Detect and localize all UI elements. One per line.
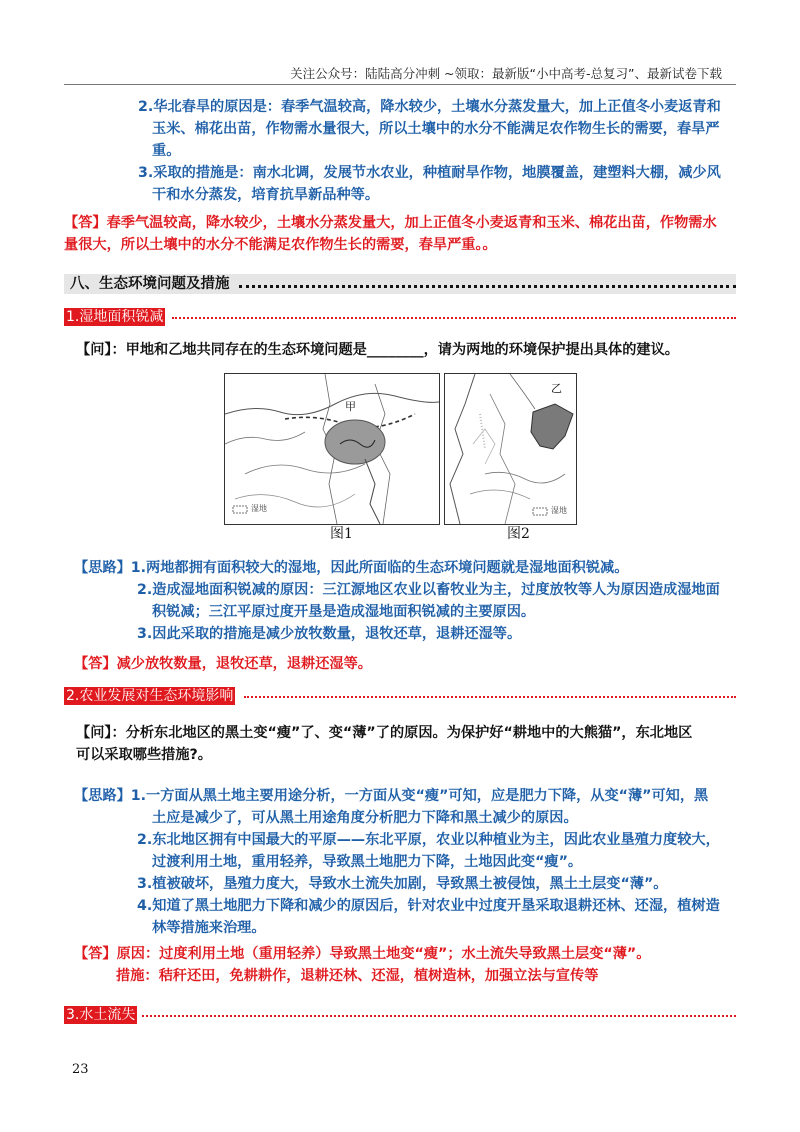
answer-line: 【答】原因：过度利用土地（重用轻养）导致黑土地变“瘦”；水土流失导致黑土层变“薄”。: [74, 946, 651, 962]
map-figure-1: [224, 373, 440, 525]
thinking-line: 过渡利用土地，重用轻养，导致黑土地肥力下降，土地因此变“瘦”。: [152, 854, 583, 870]
topic-dotted-rule: [172, 317, 736, 319]
map-1-drawing: [225, 374, 439, 524]
answer-line: 【答】春季气温较高，降水较少，土壤水分蒸发量大，加上正值冬小麦返青和玉米、棉花出苗，作物需水: [64, 215, 717, 231]
section-dotted-rule: [239, 274, 736, 288]
text-line: 玉米、棉花出苗，作物需水量很大，所以土壤中的水分不能满足农作物生长的需要，春旱严: [152, 121, 720, 137]
section-title: 八、生态环境问题及措施: [70, 276, 230, 292]
topic-heading: [64, 308, 736, 326]
answer-line: 量很大，所以土壤中的水分不能满足农作物生长的需要，春旱严重。。: [64, 237, 497, 253]
thinking-line: 【思路】1.两地都拥有面积较大的湿地，因此所面临的生态环境问题就是湿地面积锐减。: [74, 560, 629, 576]
topic-dotted-rule: [142, 1015, 736, 1017]
topic-heading: [64, 1006, 736, 1024]
thinking-line: 2.造成湿地面积锐减的原因：三江源地区农业以畜牧业为主，过度放牧等人为原因造成湿地面: [137, 582, 720, 598]
page-header-text: 关注公众号：陆陆高分冲刺 ~领取：最新版“小中高考-总复习”、最新试卷下载: [290, 66, 722, 81]
map-label-yi: 乙: [551, 382, 562, 395]
thinking-line: 积锐减；三江平原过度开垦是造成湿地面积锐减的主要原因。: [152, 604, 536, 620]
answer-line: 措施：秸秆还田，免耕耕作，退耕还林、还湿，植树造林，加强立法与宣传等: [116, 968, 599, 984]
map-2-drawing: [445, 374, 576, 524]
map-legend-label: 湿地: [251, 504, 267, 513]
thinking-line: 土应是减少了，可从黑土用途角度分析肥力下降和黑土减少的原因。: [152, 810, 578, 826]
question-text: 可以采取哪些措施?。: [76, 747, 212, 763]
figure-caption-2: 图2: [507, 526, 530, 542]
topic-heading-label: 3.水土流失: [66, 1007, 136, 1023]
text-line: 干和水分蒸发，培育抗旱新品种等。: [152, 187, 380, 203]
figure-caption-1: 图1: [330, 526, 353, 542]
map-label-jia: 甲: [345, 400, 356, 413]
map-legend-label: 湿地: [551, 506, 567, 515]
thinking-line: 3.植被破坏，垦殖力度大，导致水土流失加剧，导致黑土被侵蚀，黑土土层变“薄”。: [137, 876, 668, 892]
topic-heading-label: 1.湿地面积锐减: [66, 309, 164, 325]
question-text: 【问】：分析东北地区的黑土变“瘦”了、变“薄”了的原因。为保护好“耕地中的大熊猫”，东北地区: [76, 725, 693, 741]
map-figure-2: [444, 373, 577, 525]
text-line: 重。: [152, 143, 181, 159]
thinking-line: 【思路】1.一方面从黑土地主要用途分析，一方面从变“瘦”可知，应是肥力下降，从变“薄”可知，黑: [74, 788, 709, 804]
topic-heading: [64, 687, 736, 705]
thinking-line: 3.因此采取的措施是减少放牧数量，退牧还草，退耕还湿等。: [137, 626, 522, 642]
topic-heading-label: 2.农业发展对生态环境影响: [66, 688, 234, 704]
thinking-line: 林等措施来治理。: [152, 920, 266, 936]
header-divider: [64, 84, 736, 85]
section-title-bar: [64, 274, 736, 294]
page-number: 23: [72, 1062, 89, 1077]
text-line: 2.华北春旱的原因是：春季气温较高，降水较少，土壤水分蒸发量大，加上正值冬小麦返青和: [138, 99, 721, 115]
topic-dotted-rule: [244, 696, 736, 698]
answer-line: 【答】减少放牧数量，退牧还草，退耕还湿等。: [74, 656, 372, 672]
thinking-line: 4.知道了黑土地肥力下降和减少的原因后，针对农业中过度开垦采取退耕还林、还湿，植树造: [137, 898, 720, 914]
question-text: 【问】：甲地和乙地共同存在的生态环境问题是________，请为两地的环境保护提出具体的建议。: [76, 342, 679, 358]
thinking-line: 2.东北地区拥有中国最大的平原——东北平原，农业以种植业为主，因此农业垦殖力度较大，: [137, 832, 720, 848]
text-line: 3.采取的措施是：南水北调，发展节水农业，种植耐旱作物，地膜覆盖，建塑料大棚，减少风: [138, 165, 721, 181]
